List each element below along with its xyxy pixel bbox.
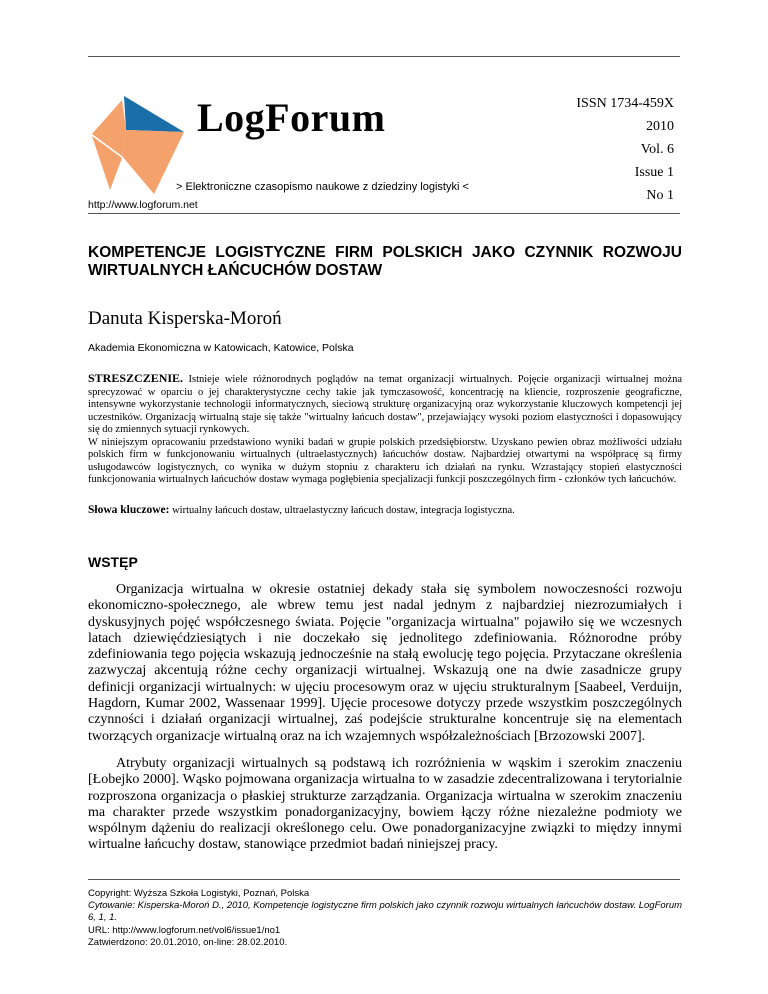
footer-url[interactable]: URL: http://www.logforum.net/vol6/issue1/no1 xyxy=(88,924,281,936)
year: 2010 xyxy=(646,119,674,134)
issue: Issue 1 xyxy=(634,165,674,180)
logo-orange-bottom xyxy=(122,130,184,194)
header-rule xyxy=(88,213,680,214)
top-rule xyxy=(88,56,680,57)
logforum-logo-icon xyxy=(88,96,188,196)
volume: Vol. 6 xyxy=(640,142,674,157)
body-paragraph-2: Atrybuty organizacji wirtualnych są podstawą ich rozróżnienia w wąskim i szerokim znaczeniu [Łobejko 2000]. Wąsko pojmowana organizacja wirtualna to w zasadzie zdecentralizowana i terytorialnie rozproszona organizacja o płaskiej strukturze zarządzania. Organizacja wirtualna w szerokim znaczeniu ma charakter przede wszystkim ponadorganizacyjny, bowiem łączy różne niezależne podmioty we wspólnym dążeniu do realizacji określonego celu. Owe ponadorganizacyjne związki to między innymi wirtualne łańcuchy dostaw, stanowiące przedmiot badań niniejszej pracy. xyxy=(88,755,682,853)
issue-info xyxy=(576,92,674,207)
abstract-paragraph-1 xyxy=(88,372,682,437)
abstract-label: STRESZCZENIE. xyxy=(88,371,184,385)
section-heading: WSTĘP xyxy=(88,554,138,570)
keywords xyxy=(88,504,682,516)
number: No 1 xyxy=(646,188,674,203)
abstract xyxy=(88,372,682,487)
body-paragraph-1: Organizacja wirtualna w okresie ostatniej dekady stała się symbolem nowoczesności rozwoju ekonomiczno-społecznego, ale wbrew temu jest nadal jednym z najbardziej niezrozumiałych i dyskusyjnych pojęć współczesnego świata. Pojęcie "organizacja wirtualna" pojawiło się we wczesnych latach dziewięćdziesiątych i nie doczekało się jednolitego zdefiniowania. Różnorodne próby zdefiniowania tego pojęcia wskazują jednocześnie na stałą ewolucję tego pojęcia. Przytaczane określenia zazwyczaj akcentują różne cechy organizacji wirtualnej. Wskazują one na dwie zasadnicze grupy definicji organizacji wirtualnych: w ujęciu procesowym oraz w ujęciu strukturalnym [Saabeel, Verduijn, Hagdorn, Kumar 2002, Wassenaar 1999]. Ujęcie procesowe dotyczy przede wszystkim poszczególnych czynności i działań organizacji wirtualnej, zaś podejście strukturalne koncentruje się na elementach tworzących organizacje wirtualną oraz na ich wzajemnych współzależnościach [Brzozowski 2007]. xyxy=(88,582,682,744)
footer xyxy=(88,888,682,949)
journal-tagline: > Elektroniczne czasopismo naukowe z dziedziny logistyki < xyxy=(176,181,469,193)
article-title: KOMPETENCJE LOGISTYCZNE FIRM POLSKICH JAKO CZYNNIK ROZWOJU WIRTUALNYCH ŁAŃCUCHÓW DOSTAW xyxy=(88,244,682,279)
footer-citation: Cytowanie: Kisperska-Moroń D., 2010, Kompetencje logistyczne firm polskich jako czynnik rozwoju wirtualnych łańcuchów dostaw. LogForum 6, 1, 1. xyxy=(88,900,683,924)
keywords-label: Słowa kluczowe: xyxy=(88,504,170,516)
logo-blue-right xyxy=(124,96,184,132)
keywords-text: wirtualny łańcuch dostaw, ultraelastyczny łańcuch dostaw, integracja logistyczna. xyxy=(172,505,515,516)
article-author: Danuta Kisperska-Moroń xyxy=(88,308,282,329)
footer-dates: Zatwierdzono: 20.01.2010, on-line: 28.02.2010. xyxy=(88,936,288,948)
abstract-paragraph-2: W niniejszym opracowaniu przedstawiono wyniki badań w grupie polskich przedsiębiorstw. Uzyskano pewien obraz możliwości udziału polskich firm w funkcjonowaniu wirtualnych (ultraelastycznych) łańcuchów dostaw. Najbardziej otwartymi na współpracę są firmy usługodawców logistycznych, co wynika w dużym stopniu z charakteru ich działań na rynku. Wzrastający stopień elastyczności funkcjonowania wirtualnych łańcuchów dostaw wymaga pogłębienia specjalizacji funkcji poszczególnych firm - członków tych łańcuchów. xyxy=(88,436,682,485)
body-text xyxy=(88,582,682,865)
journal-name: LogForum xyxy=(197,95,386,140)
issn: ISSN 1734-459X xyxy=(576,96,674,111)
footer-copyright: Copyright: Wyższa Szkoła Logistyki, Poznań, Polska xyxy=(88,888,310,899)
journal-url[interactable]: http://www.logforum.net xyxy=(88,199,198,211)
author-affiliation: Akademia Ekonomiczna w Katowicach, Katowice, Polska xyxy=(88,342,354,354)
footer-rule xyxy=(88,879,680,880)
abstract-text-1: Istnieje wiele różnorodnych poglądów na temat organizacji wirtualnych. Pojęcie organizacji wirtualnej można sprecyzować w oparciu o jej charakterystyczne cechy takie jak tymczasowość, koncentrację na kliencie, rozproszenie geograficzne, intensywne wykorzystanie technologii informatycznych, sieciową strukturę organizacyjną oraz wykorzystanie kluczowych kompetencji jej uczestników. Organizacją wirtualną staje się także "wirtualny łańcuch dostaw", przejawiający wysoki poziom elastyczności i dopasowujący się do zmiennych sytuacji rynkowych. xyxy=(88,374,682,435)
